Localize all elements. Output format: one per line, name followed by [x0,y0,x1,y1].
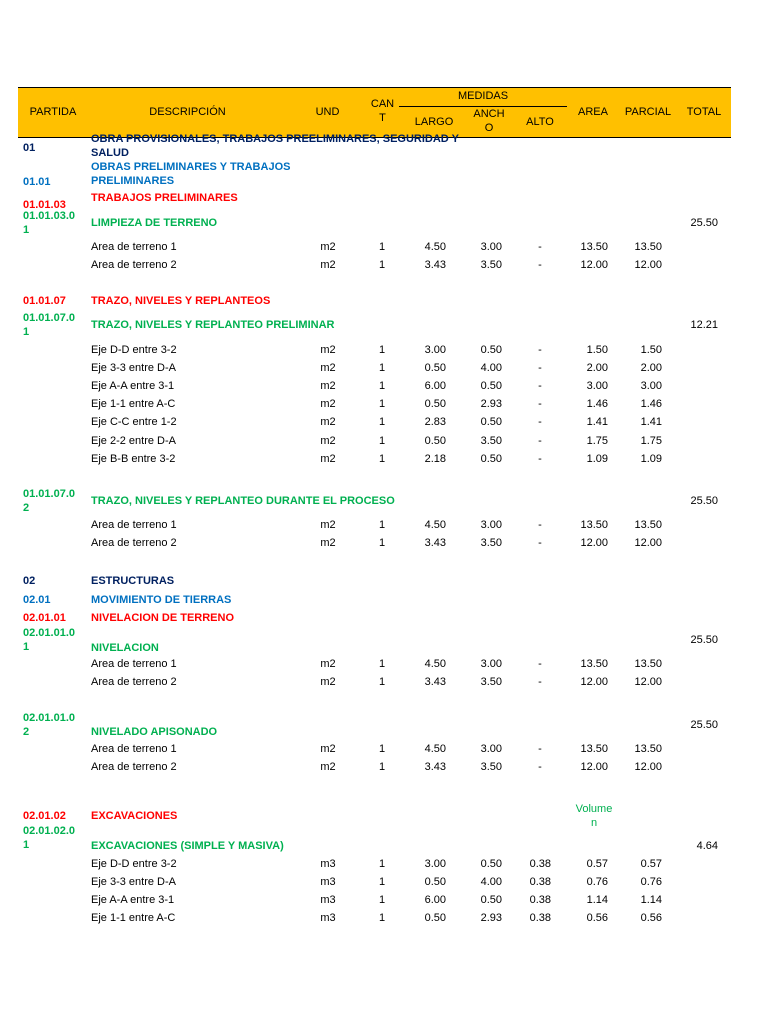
row-title: TRAZO, NIVELES Y REPLANTEO DURANTE EL PROCESO [91,495,395,507]
row-code: 02.01.02 [23,810,66,822]
item-ancho: 0.50 [480,416,502,428]
item-und: m2 [320,537,336,549]
item-area: 1.46 [586,398,608,410]
item-largo: 0.50 [424,398,446,410]
item-area: 13.50 [580,519,608,531]
item-alto: - [538,537,542,549]
item-parcial: 1.75 [640,435,662,447]
item-cant: 1 [378,537,386,549]
row-code: 02.01.01.0 1 [23,627,75,653]
item-cant: 1 [378,876,386,888]
item-largo: 6.00 [424,380,446,392]
row-total: 25.50 [690,719,718,731]
item-parcial: 12.00 [634,761,662,773]
item-description: Eje 3-3 entre D-A [91,876,176,888]
item-alto: - [538,416,542,428]
row-code: 01.01.07 [23,295,66,307]
item-description: Area de terreno 2 [91,761,177,773]
row-title: MOVIMIENTO DE TIERRAS [91,594,232,606]
item-description: Area de terreno 2 [91,676,177,688]
row-title: NIVELACION DE TERRENO [91,612,235,624]
item-alto: - [538,380,542,392]
row-total: 25.50 [690,217,718,229]
item-und: m2 [320,241,336,253]
item-ancho: 0.50 [480,380,502,392]
item-und: m3 [320,876,336,888]
item-cant: 1 [378,743,386,755]
header-alto: ALTO [526,116,554,128]
item-parcial: 3.00 [640,380,662,392]
item-largo: 0.50 [424,912,446,924]
item-description: Area de terreno 2 [91,259,177,271]
item-und: m2 [320,761,336,773]
item-parcial: 1.41 [640,416,662,428]
row-title: TRAZO, NIVELES Y REPLANTEOS [91,295,271,307]
item-area: 13.50 [580,658,608,670]
item-und: m2 [320,380,336,392]
item-largo: 2.18 [424,453,446,465]
item-description: Eje A-A entre 3-1 [91,894,175,906]
item-area: 13.50 [580,241,608,253]
header-und: UND [315,106,340,118]
row-title: OBRA PROVISIONALES, TRABAJOS PREELIMINARES, SEGURIDAD Y SALUD [91,133,459,159]
item-description: Eje 2-2 entre D-A [91,435,176,447]
item-und: m2 [320,398,336,410]
row-code: 01.01.07.0 1 [23,312,75,338]
item-description: Area de terreno 1 [91,519,177,531]
item-ancho: 3.50 [480,676,502,688]
item-und: m2 [320,435,336,447]
item-und: m2 [320,453,336,465]
header-total: TOTAL [686,106,722,118]
row-total: 4.64 [696,840,718,852]
item-alto: - [538,453,542,465]
item-largo: 3.43 [424,259,446,271]
item-parcial: 12.00 [634,259,662,271]
item-parcial: 1.46 [640,398,662,410]
item-parcial: 13.50 [634,658,662,670]
item-alto: - [538,435,542,447]
item-parcial: 2.00 [640,362,662,374]
item-area: 12.00 [580,537,608,549]
item-description: Area de terreno 1 [91,743,177,755]
row-code: 02.01.02.0 1 [23,825,75,851]
item-ancho: 0.50 [480,894,502,906]
item-cant: 1 [378,858,386,870]
item-description: Eje A-A entre 3-1 [91,380,175,392]
header-largo: LARGO [414,116,454,128]
row-title: OBRAS PRELIMINARES Y TRABAJOS PRELIMINARES [91,161,291,187]
item-parcial: 0.56 [640,912,662,924]
item-alto: 0.38 [529,912,551,924]
item-alto: - [538,241,542,253]
item-area: 0.57 [586,858,608,870]
row-title: TRABAJOS PRELIMINARES [91,192,238,204]
row-code: 01.01 [23,176,51,188]
item-parcial: 12.00 [634,537,662,549]
item-area: 1.75 [586,435,608,447]
row-title: TRAZO, NIVELES Y REPLANTEO PRELIMINAR [91,319,335,331]
item-description: Eje 3-3 entre D-A [91,362,176,374]
item-ancho: 3.00 [480,743,502,755]
item-area: 3.00 [586,380,608,392]
row-title: ESTRUCTURAS [91,575,175,587]
item-alto: - [538,344,542,356]
item-parcial: 13.50 [634,519,662,531]
item-cant: 1 [378,676,386,688]
item-ancho: 3.00 [480,241,502,253]
item-parcial: 12.00 [634,676,662,688]
item-ancho: 3.00 [480,519,502,531]
item-alto: - [538,362,542,374]
item-ancho: 3.50 [480,435,502,447]
row-code: 01.01.03 [23,199,66,211]
item-area: 12.00 [580,761,608,773]
item-alto: 0.38 [529,876,551,888]
item-und: m2 [320,416,336,428]
header-area: AREA [578,106,608,118]
item-und: m2 [320,259,336,271]
item-und: m2 [320,344,336,356]
item-largo: 4.50 [424,241,446,253]
row-code: 01.01.07.0 2 [23,488,75,514]
item-alto: - [538,658,542,670]
item-alto: - [538,519,542,531]
item-cant: 1 [378,435,386,447]
item-alto: 0.38 [529,894,551,906]
item-und: m3 [320,858,336,870]
row-code: 02.01.01.0 2 [23,712,75,738]
item-area: 0.56 [586,912,608,924]
item-area: 1.09 [586,453,608,465]
item-largo: 0.50 [424,362,446,374]
header-partida: PARTIDA [29,106,77,118]
item-description: Area de terreno 1 [91,658,177,670]
header-cant: CAN T [370,98,395,124]
item-ancho: 3.50 [480,537,502,549]
header-descripcion: DESCRIPCIÓN [149,106,226,118]
item-cant: 1 [378,894,386,906]
row-code: 01.01.03.0 1 [23,210,75,236]
item-cant: 1 [378,658,386,670]
item-largo: 4.50 [424,519,446,531]
item-largo: 2.83 [424,416,446,428]
item-ancho: 2.93 [480,398,502,410]
item-alto: - [538,743,542,755]
item-cant: 1 [378,416,386,428]
item-ancho: 3.50 [480,259,502,271]
item-largo: 0.50 [424,435,446,447]
item-cant: 1 [378,398,386,410]
item-area: 0.76 [586,876,608,888]
item-cant: 1 [378,241,386,253]
item-area: 1.41 [586,416,608,428]
row-title: EXCAVACIONES [91,810,178,822]
item-cant: 1 [378,380,386,392]
item-parcial: 0.76 [640,876,662,888]
item-cant: 1 [378,259,386,271]
item-area: 1.50 [586,344,608,356]
row-title: NIVELACION [91,642,159,654]
item-alto: - [538,259,542,271]
item-largo: 6.00 [424,894,446,906]
item-parcial: 13.50 [634,743,662,755]
item-description: Eje B-B entre 3-2 [91,453,176,465]
item-largo: 0.50 [424,876,446,888]
item-und: m2 [320,743,336,755]
item-parcial: 1.14 [640,894,662,906]
item-ancho: 3.00 [480,658,502,670]
item-alto: - [538,676,542,688]
item-cant: 1 [378,344,386,356]
volumen-label: Volume n [575,803,613,829]
item-largo: 3.43 [424,761,446,773]
item-parcial: 13.50 [634,241,662,253]
item-area: 1.14 [586,894,608,906]
item-cant: 1 [378,519,386,531]
item-area: 12.00 [580,676,608,688]
item-description: Eje 1-1 entre A-C [91,398,176,410]
item-ancho: 4.00 [480,876,502,888]
item-cant: 1 [378,912,386,924]
item-ancho: 0.50 [480,858,502,870]
item-und: m3 [320,894,336,906]
header-medidas: MEDIDAS [457,90,509,102]
item-und: m2 [320,676,336,688]
row-total: 25.50 [690,495,718,507]
row-code: 01 [23,142,36,154]
item-ancho: 4.00 [480,362,502,374]
row-total: 25.50 [690,634,718,646]
item-alto: 0.38 [529,858,551,870]
item-parcial: 1.50 [640,344,662,356]
item-ancho: 2.93 [480,912,502,924]
item-area: 13.50 [580,743,608,755]
item-largo: 4.50 [424,743,446,755]
item-largo: 3.00 [424,858,446,870]
item-description: Eje C-C entre 1-2 [91,416,177,428]
item-largo: 3.43 [424,537,446,549]
row-title: EXCAVACIONES (SIMPLE Y MASIVA) [91,840,284,852]
item-ancho: 0.50 [480,344,502,356]
item-und: m2 [320,519,336,531]
item-cant: 1 [378,761,386,773]
item-cant: 1 [378,362,386,374]
item-cant: 1 [378,453,386,465]
item-description: Area de terreno 2 [91,537,177,549]
item-alto: - [538,761,542,773]
item-ancho: 3.50 [480,761,502,773]
row-code: 02 [23,575,36,587]
item-area: 12.00 [580,259,608,271]
item-largo: 3.00 [424,344,446,356]
row-code: 02.01.01 [23,612,66,624]
item-description: Eje D-D entre 3-2 [91,858,177,870]
item-ancho: 0.50 [480,453,502,465]
row-code: 02.01 [23,594,51,606]
item-und: m2 [320,658,336,670]
item-area: 2.00 [586,362,608,374]
item-parcial: 0.57 [640,858,662,870]
item-und: m3 [320,912,336,924]
header-ancho: ANCH O [473,108,505,134]
item-description: Eje 1-1 entre A-C [91,912,176,924]
row-title: LIMPIEZA DE TERRENO [91,217,218,229]
item-parcial: 1.09 [640,453,662,465]
item-description: Eje D-D entre 3-2 [91,344,177,356]
row-total: 12.21 [690,319,718,331]
item-largo: 4.50 [424,658,446,670]
row-title: NIVELADO APISONADO [91,726,218,738]
item-und: m2 [320,362,336,374]
item-description: Area de terreno 1 [91,241,177,253]
item-largo: 3.43 [424,676,446,688]
header-parcial: PARCIAL [624,106,672,118]
item-alto: - [538,398,542,410]
